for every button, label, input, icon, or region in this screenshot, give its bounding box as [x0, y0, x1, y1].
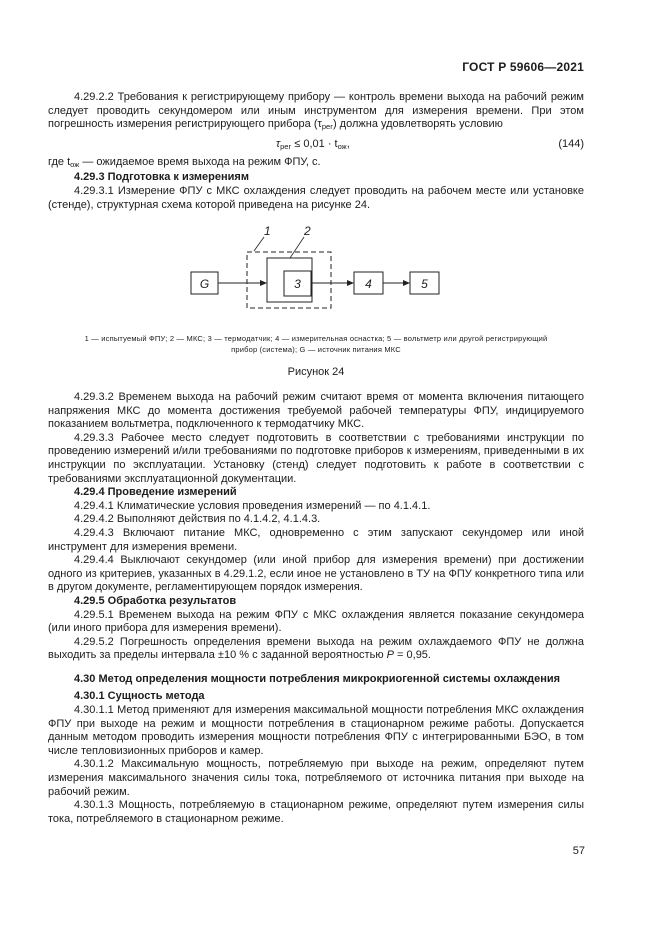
paragraph-4-29-3-3: 4.29.3.3 Рабочее место следует подготовить в соответствии с требованиями инструкции по проведению измерений и/или требованиями по подготовке приборов к измерениям, приведенными в их инструкции по эксплуатации. Установку (стенд) следует подготовить к работе в соответствии с требованиями эксплуатационной документации.: [48, 431, 584, 485]
paragraph-4-29-4-3: 4.29.4.3 Включают питание МКС, одновременно с этим запускают секундомер или иной инструмент для измерения времени.: [48, 526, 584, 553]
paragraph-4-29-3-1: 4.29.3.1 Измерение ФПУ с МКС охлаждения следует проводить на рабочем месте или установке (стенде), структурная схема которой приведена на рисунке 24.: [48, 184, 584, 211]
formula-144: [48, 134, 584, 156]
upper-text-block: [48, 91, 584, 212]
heading-4-29-5: 4.29.5 Обработка результатов: [74, 594, 237, 607]
leader-2: [290, 237, 304, 258]
formula-number: (144): [558, 137, 584, 150]
paragraph-4-29-5-1: 4.29.5.1 Временем выхода на режим ФПУ с МКС охлаждения является показание секундомера (или иного прибора для измерения времени).: [48, 608, 584, 635]
heading-4-29-3: 4.29.3 Подготовка к измерениям: [74, 171, 249, 184]
box-5-label: 5: [421, 277, 428, 291]
paragraph-4-29-4-1: 4.29.4.1 Климатические условия проведения измерений — по 4.1.4.1.: [74, 499, 431, 512]
dashed-enclosure: [247, 252, 331, 308]
paragraph-4-30-1-3: 4.30.1.3 Мощность, потребляемую в стационарном режиме, определяют путем измерения силы тока, потребляемого в стационарном режиме.: [48, 799, 584, 825]
heading-4-30: 4.30 Метод определения мощности потребления микрокриогенной системы охлаждения: [74, 672, 561, 685]
leader-1: [254, 237, 264, 251]
label-1: 1: [264, 224, 271, 238]
paragraph-4-30-1-2: 4.30.1.2 Максимальную мощность, потребляемую при выходе на режим, определяют путем измерения максимального значения силы тока, потребляемого от источника питания при выходе на рабочий режим.: [48, 758, 584, 798]
formula-expression: $\tau_{рег} \le 0,01 \cdot t_{ож}$,: [276, 137, 350, 151]
box-mks: [267, 258, 312, 302]
figure-legend: [48, 333, 584, 355]
lower-text-block: [48, 391, 584, 826]
paragraph-4-29-2-2: 4.29.2.2 Требования к регистрирующему прибору — контроль времени выхода на рабочий режим следует проводить секундомером или иным инструментом для измерения времени. При этом погрешность измерения регистрирующего прибора $(\tau_{рег})$ должна удовлетворять условию: [48, 91, 584, 132]
box-4-label: 4: [365, 277, 372, 291]
paragraph-4-29-4-4: 4.29.4.4 Выключают секундомер (или иной прибор для измерения времени) при достижении одного из критериев, указанных в 4.29.1.2, если иное не установлено в ТУ на ФПУ конкретного типа или в другом документе, регламентирующем порядок измерения.: [48, 554, 584, 594]
paragraph-4-30-1-1: 4.30.1.1 Метод применяют для измерения максимальной мощности потребления МКС охлаждения ФПУ при выходе на режим и мощности потребления в стационарном режиме работы. Допускается данным методом проводить измерения мощности потребления ФПУ с интегрированными БЭО, в том числе тепловизионных приборов и камер.: [48, 704, 584, 757]
box-3-label: 3: [294, 277, 301, 291]
legend-line-1: 1 — испытуемый ФПУ; 2 — МКС; 3 — термодатчик; 4 — измерительная оснастка; 5 — вольтметр или другой регистрирующий: [84, 334, 548, 343]
legend-line-2: прибор (система); G — источник питания МКС: [231, 345, 401, 354]
figure-title: Рисунок 24: [287, 366, 345, 378]
paragraph-4-29-3-2: 4.29.3.2 Временем выхода на рабочий режим считают время от момента включения питающего напряжения МКС до момента достижения требуемой рабочей температуры ФПУ, индицируемого показанием вольтметра, подключенного к термодатчику МКС.: [48, 391, 584, 431]
paragraph-4-29-4-2: 4.29.4.2 Выполняют действия по 4.1.4.2, 4.1.4.3.: [74, 513, 321, 526]
heading-4-30-1: 4.30.1 Сущность метода: [74, 690, 205, 703]
where-clause: где $t_{ож}$ — ожидаемое время выхода на режим ФПУ, с.: [48, 155, 321, 169]
page-number: 57: [572, 845, 585, 857]
label-2: 2: [304, 224, 311, 238]
structural-diagram: [180, 222, 470, 312]
standard-header: ГОСТ Р 59606—2021: [462, 60, 584, 74]
box-g-label: G: [199, 277, 210, 291]
paragraph-4-29-5-2: 4.29.5.2 Погрешность определения времени выхода на режим охлаждаемого ФПУ не должна выходить за пределы интервала ±10 % с заданной вероятностью Р = 0,95.: [48, 635, 584, 662]
heading-4-29-4: 4.29.4 Проведение измерений: [74, 486, 237, 499]
